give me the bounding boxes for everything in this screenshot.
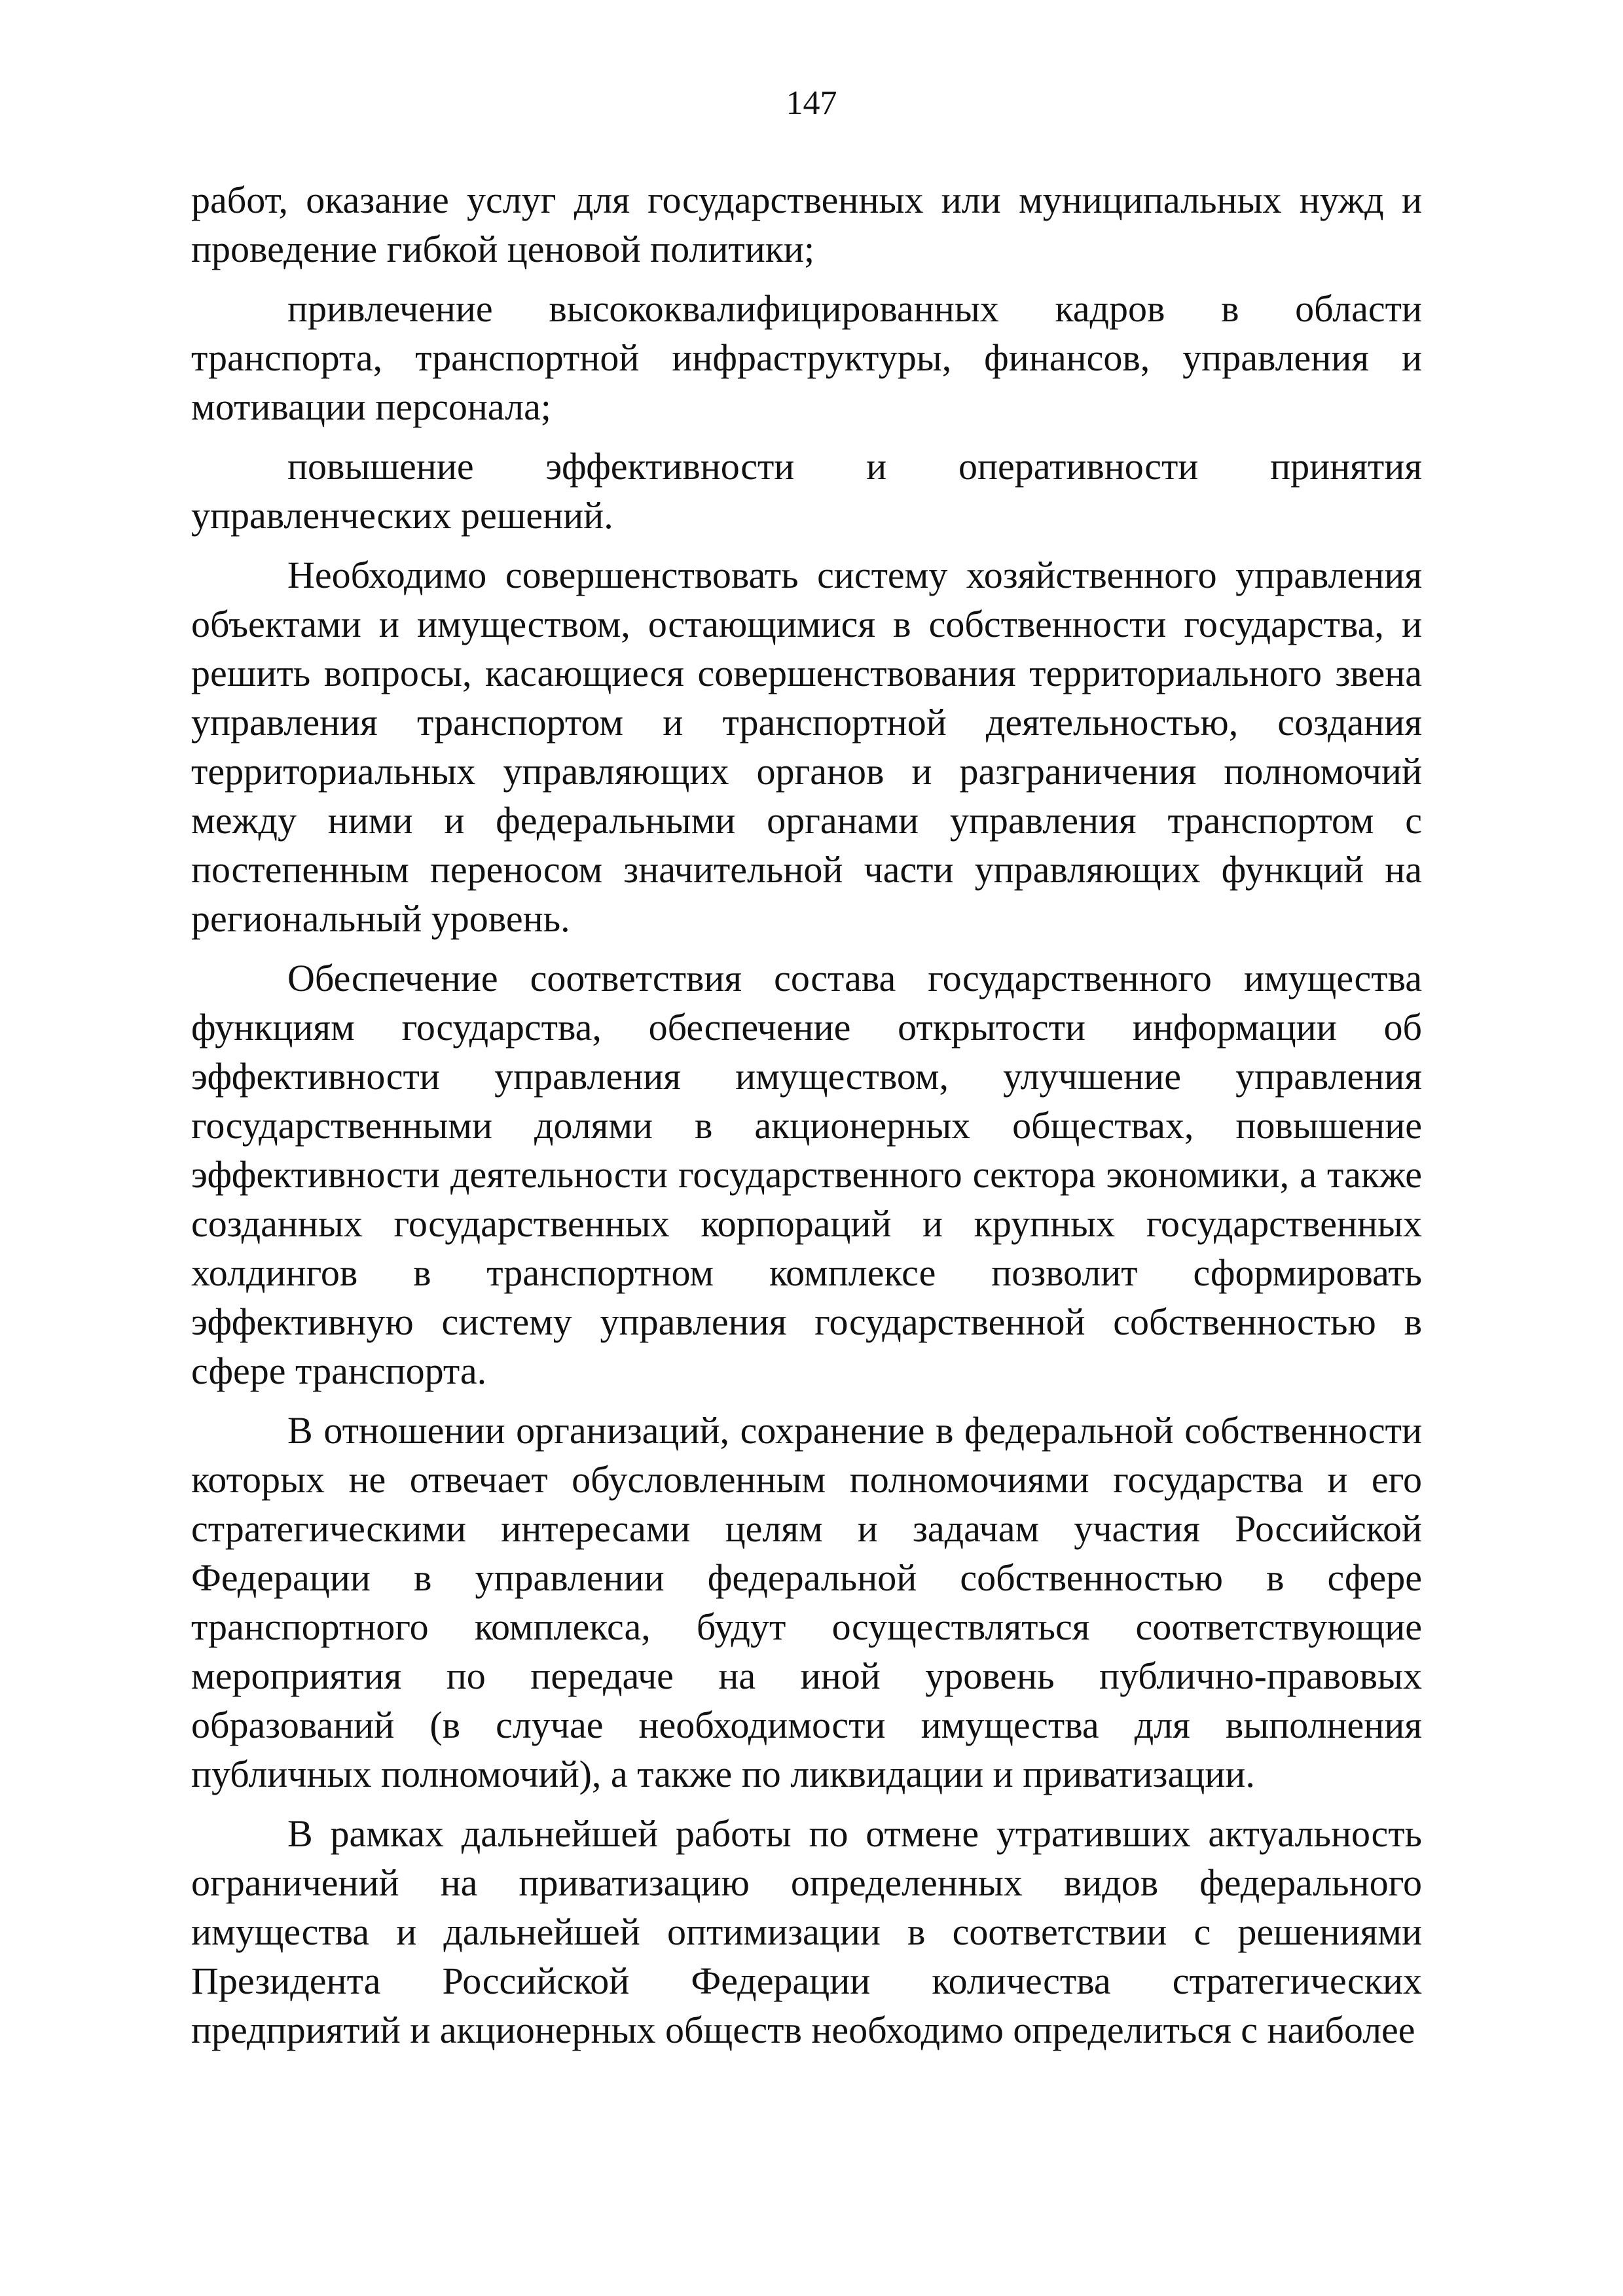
paragraph-list-item: привлечение высококвалифицированных кадров в области транспорта, транспортной инфраструктуры, финансов, управления и мотивации персонала; <box>191 287 1422 428</box>
paragraph-list-item: повышение эффективности и оперативности принятия управленческих решений. <box>191 445 1422 537</box>
body-text <box>191 175 1422 2054</box>
paragraph: Необходимо совершенствовать систему хозяйственного управления объектами и имуществом, остающимися в собственности государства, и решить вопросы, касающиеся совершенствования территориального звена управления транспортом и транспортной деятельностью, создания территориальных управляющих органов и разграничения полномочий между ними и федеральными органами управления транспортом с постепенным переносом значительной части управляющих функций на региональный уровень. <box>191 554 1422 940</box>
paragraph: В отношении организаций, сохранение в федеральной собственности которых не отвечает обусловленным полномочиями государства и его стратегическими интересами целям и задачам участия Российской Федерации в управлении федеральной собственностью в сфере транспортного комплекса, будут осуществляться соответствующие мероприятия по передаче на иной уровень публично-правовых образований (в случае необходимости имущества для выполнения публичных полномочий), а также по ликвидации и приватизации. <box>191 1409 1422 1795</box>
paragraph-continuation: работ, оказание услуг для государственных или муниципальных нужд и проведение гибкой ценовой политики; <box>191 179 1422 270</box>
page-number: 147 <box>786 84 837 122</box>
paragraph: Обеспечение соответствия состава государственного имущества функциям государства, обеспечение открытости информации об эффективности управления имуществом, улучшение управления государственными долями в акционерных обществах, повышение эффективности деятельности государственного сектора экономики, а также созданных государственных корпораций и крупных государственных холдингов в транспортном комплексе позволит сформировать эффективную систему управления государственной собственностью в сфере транспорта. <box>191 957 1422 1392</box>
paragraph: В рамках дальнейшей работы по отмене утративших актуальность ограничений на приватизацию определенных видов федерального имущества и дальнейшей оптимизации в соответствии с решениями Президента Российской Федерации количества стратегических предприятий и акционерных обществ необходимо определиться с наиболее <box>191 1812 1422 2051</box>
